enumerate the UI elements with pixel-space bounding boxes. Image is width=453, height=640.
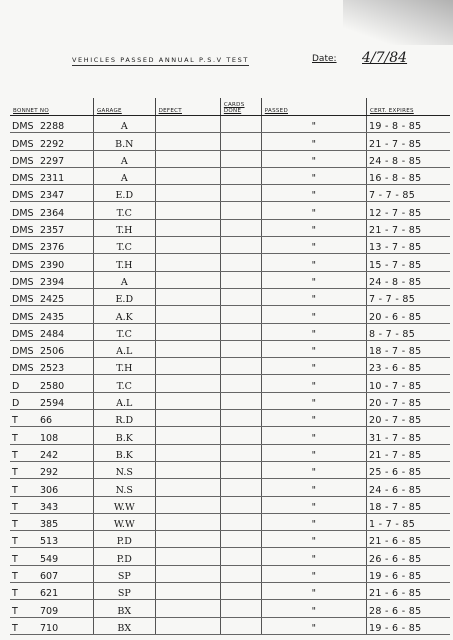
bonnet-prefix: DMS: [12, 328, 34, 340]
bonnet-prefix: T: [12, 622, 18, 634]
cert-expires-cell: 21 - 6 - 85: [366, 583, 450, 600]
passed-cell: ": [261, 410, 366, 427]
bonnet-no-cell: [10, 410, 93, 427]
defect-cell: [155, 288, 220, 305]
col-header-garage: GARAGE: [93, 98, 155, 116]
garage-cell: A.L: [93, 340, 155, 357]
col-header-cards-done: CARDS DONE: [220, 98, 261, 116]
cert-expires-cell: 21 - 7 - 85: [366, 133, 450, 150]
cert-expires-cell: 26 - 6 - 85: [366, 548, 450, 565]
cards-done-cell: [220, 617, 261, 634]
garage-cell: BX: [93, 600, 155, 617]
table-row: [10, 479, 450, 496]
bonnet-number: 108: [40, 432, 59, 444]
bonnet-number: 549: [40, 553, 59, 565]
bonnet-prefix: T: [12, 415, 18, 427]
table-row: [10, 237, 450, 254]
cert-expires-cell: 7 - 7 - 85: [366, 288, 450, 305]
cards-done-cell: [220, 583, 261, 600]
passed-cell: ": [261, 617, 366, 634]
table-row: [10, 167, 450, 184]
bonnet-no-cell: [10, 565, 93, 582]
cards-done-cell: [220, 306, 261, 323]
bonnet-no-cell: [10, 254, 93, 271]
bonnet-number: 2311: [40, 173, 65, 185]
vehicle-test-table: [10, 98, 450, 635]
passed-cell: ": [261, 565, 366, 582]
garage-cell: B.K: [93, 427, 155, 444]
bonnet-prefix: DMS: [12, 242, 34, 254]
bonnet-number: 513: [40, 536, 59, 548]
cards-done-cell: [220, 531, 261, 548]
garage-cell: A: [93, 116, 155, 133]
passed-cell: ": [261, 427, 366, 444]
garage-cell: E.D: [93, 288, 155, 305]
bonnet-number: 2292: [40, 138, 65, 150]
bonnet-prefix: T: [12, 467, 18, 479]
bonnet-prefix: DMS: [12, 173, 34, 185]
defect-cell: [155, 427, 220, 444]
bonnet-prefix: D: [12, 398, 20, 410]
col-header-bonnet-no: BONNET NO: [10, 98, 93, 116]
cards-done-cell: [220, 565, 261, 582]
cards-done-cell: [220, 392, 261, 409]
defect-cell: [155, 410, 220, 427]
defect-cell: [155, 461, 220, 478]
bonnet-prefix: D: [12, 380, 20, 392]
garage-cell: T.C: [93, 237, 155, 254]
bonnet-no-cell: [10, 375, 93, 392]
bonnet-number: 621: [40, 588, 59, 600]
table-row: [10, 444, 450, 461]
bonnet-no-cell: [10, 323, 93, 340]
bonnet-prefix: DMS: [12, 294, 34, 306]
bonnet-number: 2288: [40, 121, 65, 133]
passed-cell: ": [261, 513, 366, 530]
defect-cell: [155, 202, 220, 219]
defect-cell: [155, 340, 220, 357]
passed-cell: ": [261, 600, 366, 617]
table-row: [10, 565, 450, 582]
cert-expires-cell: 18 - 7 - 85: [366, 496, 450, 513]
col-header-defect: DEFECT: [155, 98, 220, 116]
scan-smudge: [343, 0, 453, 45]
passed-cell: ": [261, 392, 366, 409]
bonnet-prefix: T: [12, 536, 18, 548]
bonnet-prefix: T: [12, 484, 18, 496]
bonnet-prefix: T: [12, 519, 18, 531]
cards-done-cell: [220, 479, 261, 496]
bonnet-no-cell: [10, 583, 93, 600]
table-row: [10, 150, 450, 167]
garage-cell: A.K: [93, 306, 155, 323]
cards-done-cell: [220, 254, 261, 271]
cert-expires-cell: 25 - 6 - 85: [366, 461, 450, 478]
passed-cell: ": [261, 306, 366, 323]
table-row: [10, 254, 450, 271]
garage-cell: A: [93, 150, 155, 167]
bonnet-prefix: DMS: [12, 276, 34, 288]
bonnet-prefix: DMS: [12, 346, 34, 358]
bonnet-number: 2594: [40, 398, 65, 410]
table-row: [10, 340, 450, 357]
bonnet-prefix: DMS: [12, 138, 34, 150]
passed-cell: ": [261, 358, 366, 375]
bonnet-prefix: DMS: [12, 363, 34, 375]
bonnet-number: 2435: [40, 311, 65, 323]
passed-cell: ": [261, 150, 366, 167]
garage-cell: N.S: [93, 461, 155, 478]
defect-cell: [155, 306, 220, 323]
passed-cell: ": [261, 219, 366, 236]
table-body: [10, 116, 450, 635]
cards-done-cell: [220, 410, 261, 427]
garage-cell: N.S: [93, 479, 155, 496]
bonnet-no-cell: [10, 133, 93, 150]
bonnet-no-cell: [10, 427, 93, 444]
bonnet-no-cell: [10, 167, 93, 184]
defect-cell: [155, 254, 220, 271]
table-row: [10, 548, 450, 565]
table-row: [10, 271, 450, 288]
passed-cell: ": [261, 375, 366, 392]
col-header-cert-expires: CERT. EXPIRES: [366, 98, 450, 116]
bonnet-prefix: DMS: [12, 259, 34, 271]
cards-done-cell: [220, 116, 261, 133]
bonnet-number: 385: [40, 519, 59, 531]
passed-cell: ": [261, 583, 366, 600]
date-label: Date:: [312, 54, 337, 64]
cards-done-cell: [220, 375, 261, 392]
bonnet-number: 343: [40, 501, 59, 513]
bonnet-no-cell: [10, 600, 93, 617]
defect-cell: [155, 167, 220, 184]
bonnet-prefix: T: [12, 553, 18, 565]
cert-expires-cell: 19 - 6 - 85: [366, 617, 450, 634]
bonnet-prefix: DMS: [12, 190, 34, 202]
bonnet-no-cell: [10, 340, 93, 357]
bonnet-number: 306: [40, 484, 59, 496]
bonnet-no-cell: [10, 306, 93, 323]
defect-cell: [155, 150, 220, 167]
cert-expires-cell: 18 - 7 - 85: [366, 340, 450, 357]
cards-done-cell: [220, 202, 261, 219]
bonnet-number: 2390: [40, 259, 65, 271]
garage-cell: P.D: [93, 531, 155, 548]
cert-expires-cell: 1 - 7 - 85: [366, 513, 450, 530]
cards-done-cell: [220, 133, 261, 150]
col-header-passed: PASSED: [261, 98, 366, 116]
garage-cell: R.D: [93, 410, 155, 427]
cert-expires-cell: 16 - 8 - 85: [366, 167, 450, 184]
passed-cell: ": [261, 323, 366, 340]
cards-done-cell: [220, 237, 261, 254]
garage-cell: T.H: [93, 219, 155, 236]
cert-expires-cell: 21 - 7 - 85: [366, 444, 450, 461]
cards-done-cell: [220, 185, 261, 202]
bonnet-no-cell: [10, 461, 93, 478]
table-row: [10, 133, 450, 150]
defect-cell: [155, 375, 220, 392]
garage-cell: A: [93, 271, 155, 288]
garage-cell: A.L: [93, 392, 155, 409]
bonnet-prefix: T: [12, 605, 18, 617]
garage-cell: W.W: [93, 496, 155, 513]
table-row: [10, 600, 450, 617]
table-row: [10, 375, 450, 392]
cert-expires-cell: 8 - 7 - 85: [366, 323, 450, 340]
bonnet-number: 709: [40, 605, 59, 617]
bonnet-no-cell: [10, 496, 93, 513]
cards-done-cell: [220, 444, 261, 461]
table-row: [10, 185, 450, 202]
garage-cell: B.K: [93, 444, 155, 461]
defect-cell: [155, 323, 220, 340]
bonnet-no-cell: [10, 271, 93, 288]
cert-expires-cell: 10 - 7 - 85: [366, 375, 450, 392]
bonnet-no-cell: [10, 237, 93, 254]
bonnet-number: 2425: [40, 294, 65, 306]
bonnet-no-cell: [10, 531, 93, 548]
defect-cell: [155, 392, 220, 409]
defect-cell: [155, 583, 220, 600]
bonnet-number: 66: [40, 415, 53, 427]
defect-cell: [155, 358, 220, 375]
bonnet-no-cell: [10, 185, 93, 202]
cert-expires-cell: 20 - 7 - 85: [366, 410, 450, 427]
defect-cell: [155, 496, 220, 513]
passed-cell: ": [261, 116, 366, 133]
bonnet-prefix: DMS: [12, 155, 34, 167]
passed-cell: ": [261, 496, 366, 513]
passed-cell: ": [261, 237, 366, 254]
cards-done-cell: [220, 323, 261, 340]
passed-cell: ": [261, 548, 366, 565]
passed-cell: ": [261, 288, 366, 305]
garage-cell: T.H: [93, 358, 155, 375]
passed-cell: ": [261, 461, 366, 478]
passed-cell: ": [261, 202, 366, 219]
garage-cell: T.C: [93, 323, 155, 340]
bonnet-number: 292: [40, 467, 59, 479]
cert-expires-cell: 13 - 7 - 85: [366, 237, 450, 254]
defect-cell: [155, 133, 220, 150]
cert-expires-cell: 24 - 8 - 85: [366, 150, 450, 167]
cert-expires-cell: 19 - 8 - 85: [366, 116, 450, 133]
bonnet-no-cell: [10, 617, 93, 634]
garage-cell: E.D: [93, 185, 155, 202]
cert-expires-cell: 24 - 8 - 85: [366, 271, 450, 288]
cert-expires-cell: 19 - 6 - 85: [366, 565, 450, 582]
table-row: [10, 358, 450, 375]
garage-cell: B.N: [93, 133, 155, 150]
bonnet-no-cell: [10, 116, 93, 133]
defect-cell: [155, 548, 220, 565]
bonnet-no-cell: [10, 150, 93, 167]
bonnet-prefix: DMS: [12, 311, 34, 323]
table-row: [10, 323, 450, 340]
cert-expires-cell: 20 - 7 - 85: [366, 392, 450, 409]
bonnet-number: 2347: [40, 190, 65, 202]
bonnet-prefix: DMS: [12, 207, 34, 219]
table-header-row: [10, 98, 450, 116]
table-row: [10, 427, 450, 444]
cert-expires-cell: 21 - 6 - 85: [366, 531, 450, 548]
garage-cell: A: [93, 167, 155, 184]
cards-done-cell: [220, 219, 261, 236]
bonnet-no-cell: [10, 288, 93, 305]
cards-done-cell: [220, 271, 261, 288]
defect-cell: [155, 271, 220, 288]
bonnet-number: 710: [40, 622, 59, 634]
cert-expires-cell: 28 - 6 - 85: [366, 600, 450, 617]
table-row: [10, 219, 450, 236]
defect-cell: [155, 444, 220, 461]
defect-cell: [155, 513, 220, 530]
bonnet-number: 2523: [40, 363, 65, 375]
cert-expires-cell: 12 - 7 - 85: [366, 202, 450, 219]
passed-cell: ": [261, 271, 366, 288]
garage-cell: W.W: [93, 513, 155, 530]
cert-expires-cell: 15 - 7 - 85: [366, 254, 450, 271]
defect-cell: [155, 479, 220, 496]
table-row: [10, 306, 450, 323]
garage-cell: SP: [93, 565, 155, 582]
table-row: [10, 288, 450, 305]
cards-done-cell: [220, 548, 261, 565]
cards-done-cell: [220, 461, 261, 478]
cards-done-cell: [220, 340, 261, 357]
cards-done-cell: [220, 358, 261, 375]
bonnet-number: 2506: [40, 346, 65, 358]
passed-cell: ": [261, 479, 366, 496]
garage-cell: BX: [93, 617, 155, 634]
defect-cell: [155, 600, 220, 617]
cert-expires-cell: 23 - 6 - 85: [366, 358, 450, 375]
garage-cell: T.C: [93, 375, 155, 392]
passed-cell: ": [261, 531, 366, 548]
defect-cell: [155, 185, 220, 202]
cards-done-cell: [220, 513, 261, 530]
table-row: [10, 496, 450, 513]
garage-cell: SP: [93, 583, 155, 600]
bonnet-no-cell: [10, 392, 93, 409]
bonnet-no-cell: [10, 444, 93, 461]
passed-cell: ": [261, 444, 366, 461]
passed-cell: ": [261, 340, 366, 357]
bonnet-number: 2394: [40, 276, 65, 288]
cert-expires-cell: 31 - 7 - 85: [366, 427, 450, 444]
bonnet-no-cell: [10, 202, 93, 219]
bonnet-number: 2484: [40, 328, 65, 340]
date-value: 4/7/84: [362, 50, 408, 66]
table-row: [10, 617, 450, 634]
defect-cell: [155, 219, 220, 236]
bonnet-no-cell: [10, 219, 93, 236]
cards-done-cell: [220, 427, 261, 444]
table-row: [10, 202, 450, 219]
garage-cell: T.H: [93, 254, 155, 271]
table-row: [10, 461, 450, 478]
bonnet-number: 2376: [40, 242, 65, 254]
defect-cell: [155, 617, 220, 634]
passed-cell: ": [261, 254, 366, 271]
passed-cell: ": [261, 167, 366, 184]
bonnet-prefix: T: [12, 449, 18, 461]
cert-expires-cell: 20 - 6 - 85: [366, 306, 450, 323]
bonnet-prefix: DMS: [12, 225, 34, 237]
bonnet-number: 2297: [40, 155, 65, 167]
bonnet-number: 242: [40, 449, 59, 461]
defect-cell: [155, 565, 220, 582]
bonnet-prefix: T: [12, 588, 18, 600]
garage-cell: P.D: [93, 548, 155, 565]
defect-cell: [155, 531, 220, 548]
bonnet-no-cell: [10, 513, 93, 530]
table-row: [10, 531, 450, 548]
table-row: [10, 583, 450, 600]
garage-cell: T.C: [93, 202, 155, 219]
defect-cell: [155, 116, 220, 133]
bonnet-number: 2364: [40, 207, 65, 219]
cards-done-cell: [220, 150, 261, 167]
bonnet-prefix: T: [12, 432, 18, 444]
bonnet-no-cell: [10, 358, 93, 375]
table-row: [10, 392, 450, 409]
bonnet-no-cell: [10, 479, 93, 496]
bonnet-number: 2357: [40, 225, 65, 237]
bonnet-number: 607: [40, 571, 59, 583]
passed-cell: ": [261, 185, 366, 202]
cards-done-cell: [220, 600, 261, 617]
bonnet-prefix: T: [12, 571, 18, 583]
table-row: [10, 116, 450, 133]
bonnet-prefix: DMS: [12, 121, 34, 133]
bonnet-number: 2580: [40, 380, 65, 392]
defect-cell: [155, 237, 220, 254]
cards-done-cell: [220, 496, 261, 513]
cards-done-cell: [220, 167, 261, 184]
bonnet-no-cell: [10, 548, 93, 565]
cards-done-cell: [220, 288, 261, 305]
cert-expires-cell: 7 - 7 - 85: [366, 185, 450, 202]
table-row: [10, 410, 450, 427]
page-title: VEHICLES PASSED ANNUAL P.S.V TEST: [72, 56, 249, 64]
cert-expires-cell: 24 - 6 - 85: [366, 479, 450, 496]
table-row: [10, 513, 450, 530]
bonnet-prefix: T: [12, 501, 18, 513]
cert-expires-cell: 21 - 7 - 85: [366, 219, 450, 236]
passed-cell: ": [261, 133, 366, 150]
